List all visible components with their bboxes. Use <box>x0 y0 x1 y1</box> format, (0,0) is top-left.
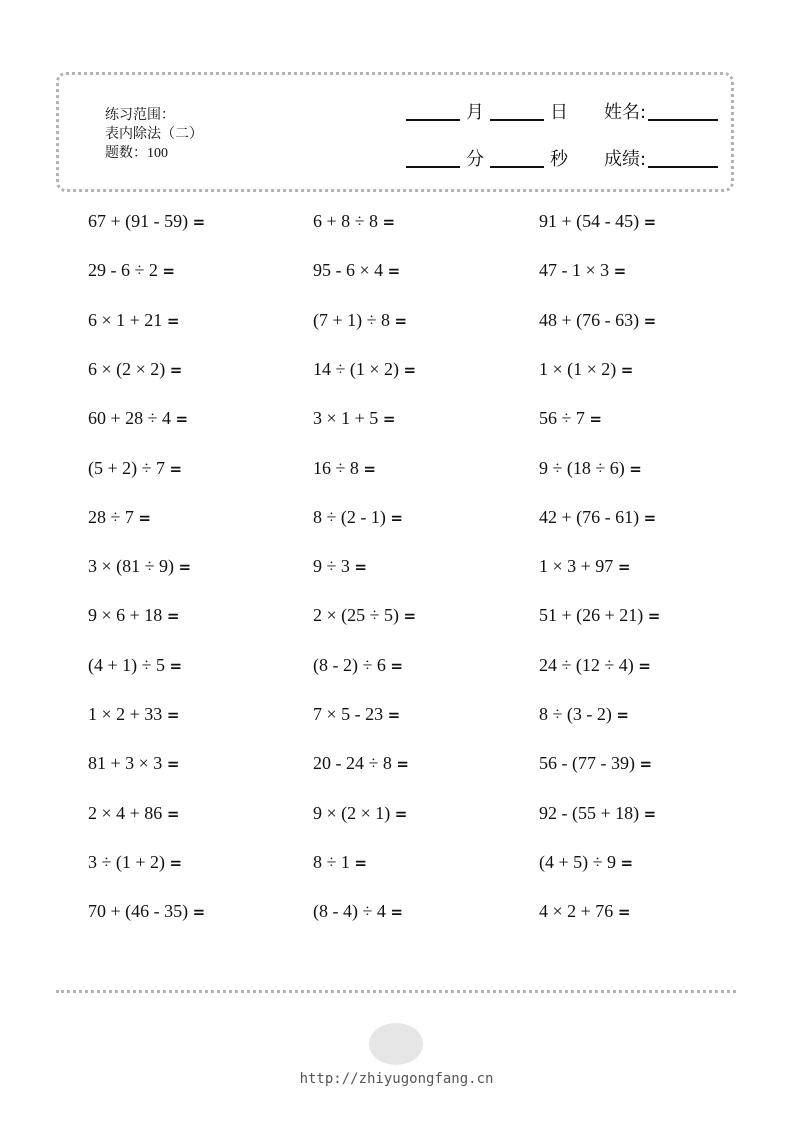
problem-expression: 56 - (77 - 39) <box>539 753 635 774</box>
problem-item <box>313 654 403 677</box>
second-label: 秒 <box>550 149 568 170</box>
problem-item <box>539 309 656 332</box>
problem-item <box>313 802 407 825</box>
equals-sign: = <box>166 755 180 774</box>
problem-item <box>313 703 400 726</box>
problem-item <box>88 506 151 529</box>
equals-sign: = <box>616 706 629 724</box>
equals-sign: = <box>138 508 151 527</box>
problem-item <box>313 555 367 578</box>
problem-expression: 14 ÷ (1 × 2) <box>313 358 400 379</box>
equals-sign: = <box>166 607 180 626</box>
problem-expression: 42 + (76 - 61) <box>539 506 640 527</box>
problem-item <box>539 752 652 775</box>
equals-sign: = <box>394 311 408 330</box>
equals-sign: = <box>169 459 183 478</box>
equals-sign: = <box>643 804 657 823</box>
problem-expression: 48 + (76 - 63) <box>539 309 640 330</box>
problem-item <box>539 407 602 430</box>
problem-expression: 4 × 2 + 76 <box>539 901 614 922</box>
problem-expression: 2 × (25 ÷ 5) <box>313 605 400 626</box>
problem-expression: 6 × 1 + 21 <box>88 309 163 330</box>
problem-item <box>88 851 182 874</box>
range-label: 练习范围： <box>105 107 175 123</box>
problem-expression: (8 - 4) ÷ 4 <box>313 901 386 922</box>
equals-sign: = <box>169 656 183 675</box>
problem-expression: 9 × (2 × 1) <box>313 802 391 823</box>
equals-sign: = <box>175 410 189 429</box>
problem-expression: (5 + 2) ÷ 7 <box>88 457 166 478</box>
problem-item <box>88 407 188 430</box>
problem-item <box>539 358 633 381</box>
minute-label: 分 <box>466 149 484 170</box>
problem-item <box>313 604 416 627</box>
problem-item <box>313 752 409 775</box>
problem-item <box>539 555 630 578</box>
problem-item <box>313 506 403 529</box>
problem-item <box>88 654 182 677</box>
equals-sign: = <box>617 903 631 922</box>
equals-sign: = <box>169 360 183 379</box>
equals-sign: = <box>192 903 206 922</box>
equals-sign: = <box>178 558 192 577</box>
footer-url: http://zhiyugongfang.cn <box>299 1071 494 1087</box>
equals-sign: = <box>166 311 180 330</box>
problem-item <box>539 604 660 627</box>
problem-item <box>88 703 179 726</box>
problem-expression: 51 + (26 + 21) <box>539 605 644 626</box>
problem-item <box>88 900 205 923</box>
equals-sign: = <box>394 804 408 823</box>
equals-sign: = <box>390 656 403 675</box>
equals-sign: = <box>629 459 642 478</box>
equals-sign: = <box>639 755 653 774</box>
problem-item <box>88 259 175 282</box>
problem-expression: (4 + 5) ÷ 9 <box>539 851 617 872</box>
equals-sign: = <box>162 262 175 281</box>
problem-expression: 20 - 24 ÷ 8 <box>313 753 392 774</box>
problem-expression: 81 + 3 × 3 <box>88 753 163 774</box>
problem-expression: 3 × 1 + 5 <box>313 408 379 429</box>
equals-sign: = <box>396 755 409 774</box>
problem-item <box>539 259 626 282</box>
problem-item <box>313 457 376 480</box>
problem-expression: 9 ÷ (18 ÷ 6) <box>539 457 625 478</box>
problem-expression: 16 ÷ 8 <box>313 457 359 478</box>
problem-expression: (7 + 1) ÷ 8 <box>313 309 391 330</box>
equals-sign: = <box>643 508 657 527</box>
problem-item <box>88 555 191 578</box>
count-value: 100 <box>147 146 168 161</box>
equals-sign: = <box>643 213 657 231</box>
equals-sign: = <box>166 804 180 823</box>
range-value: 表内除法（二） <box>105 126 203 142</box>
problem-expression: 6 + 8 ÷ 8 <box>313 211 379 231</box>
problem-item <box>313 407 395 430</box>
problem-expression: 92 - (55 + 18) <box>539 802 640 823</box>
month-label: 月 <box>466 102 484 123</box>
problem-item <box>539 802 656 825</box>
problem-expression: 70 + (46 - 35) <box>88 901 189 922</box>
problem-item <box>539 851 633 874</box>
problem-expression: 2 × 4 + 86 <box>88 802 163 823</box>
footer-divider <box>56 990 736 993</box>
problem-item <box>88 604 179 627</box>
problem-expression: 60 + 28 ÷ 4 <box>88 408 172 429</box>
problem-item <box>313 309 407 332</box>
problem-item <box>313 851 367 874</box>
problem-expression: 8 ÷ (3 - 2) <box>539 704 612 724</box>
problem-expression: 8 ÷ (2 - 1) <box>313 506 386 527</box>
problem-item <box>539 457 642 480</box>
problem-item <box>88 752 179 775</box>
equals-sign: = <box>620 853 634 872</box>
problem-item <box>313 210 395 233</box>
score-label: 成绩: <box>604 149 647 170</box>
equals-sign: = <box>403 360 417 379</box>
equals-sign: = <box>620 360 634 379</box>
problem-item <box>313 900 403 923</box>
problem-item <box>88 210 205 233</box>
equals-sign: = <box>387 262 401 281</box>
equals-sign: = <box>166 706 180 724</box>
day-label: 日 <box>550 102 568 123</box>
equals-sign: = <box>363 459 376 478</box>
equals-sign: = <box>643 311 657 330</box>
problem-expression: 9 ÷ 3 <box>313 556 350 577</box>
problem-item <box>539 210 656 233</box>
problem-expression: 9 × 6 + 18 <box>88 605 163 626</box>
equals-sign: = <box>390 508 403 527</box>
problem-item <box>88 309 179 332</box>
equals-sign: = <box>354 558 367 577</box>
equals-sign: = <box>617 558 631 577</box>
problem-expression: 56 ÷ 7 <box>539 408 585 429</box>
problem-item <box>88 457 182 480</box>
problem-item <box>539 654 651 677</box>
name-label: 姓名: <box>604 102 647 123</box>
problem-expression: 1 × (1 × 2) <box>539 358 617 379</box>
equals-sign: = <box>382 410 396 429</box>
problem-item <box>313 358 416 381</box>
problem-expression: 3 ÷ (1 + 2) <box>88 851 166 872</box>
problem-expression: 24 ÷ (12 ÷ 4) <box>539 654 634 675</box>
problem-item <box>539 900 630 923</box>
problem-expression: (4 + 1) ÷ 5 <box>88 654 166 675</box>
problem-item <box>88 802 179 825</box>
equals-sign: = <box>403 607 417 626</box>
problem-item <box>313 259 400 282</box>
equals-sign: = <box>589 410 602 429</box>
equals-sign: = <box>382 213 396 231</box>
equals-sign: = <box>390 903 403 922</box>
count-label: 题数： <box>105 145 147 161</box>
problem-expression: (8 - 2) ÷ 6 <box>313 654 386 675</box>
equals-sign: = <box>387 706 401 724</box>
problem-expression: 29 - 6 ÷ 2 <box>88 260 158 281</box>
problem-expression: 95 - 6 × 4 <box>313 260 384 281</box>
problem-item <box>539 703 629 726</box>
problem-item <box>88 358 182 381</box>
problem-expression: 91 + (54 - 45) <box>539 211 640 231</box>
problem-expression: 28 ÷ 7 <box>88 506 134 527</box>
equals-sign: = <box>613 262 627 281</box>
equals-sign: = <box>354 853 367 872</box>
problem-item <box>539 506 656 529</box>
problem-expression: 8 ÷ 1 <box>313 851 350 872</box>
problem-expression: 67 + (91 - 59) <box>88 211 189 231</box>
equals-sign: = <box>638 656 651 675</box>
problem-expression: 6 × (2 × 2) <box>88 358 166 379</box>
problem-expression: 3 × (81 ÷ 9) <box>88 556 175 577</box>
problem-expression: 1 × 2 + 33 <box>88 704 163 724</box>
problem-expression: 7 × 5 - 23 <box>313 704 384 724</box>
equals-sign: = <box>647 607 661 626</box>
problem-expression: 47 - 1 × 3 <box>539 260 610 281</box>
problem-expression: 1 × 3 + 97 <box>539 556 614 577</box>
equals-sign: = <box>169 853 183 872</box>
equals-sign: = <box>192 213 206 231</box>
page-number-oval <box>369 1023 423 1065</box>
